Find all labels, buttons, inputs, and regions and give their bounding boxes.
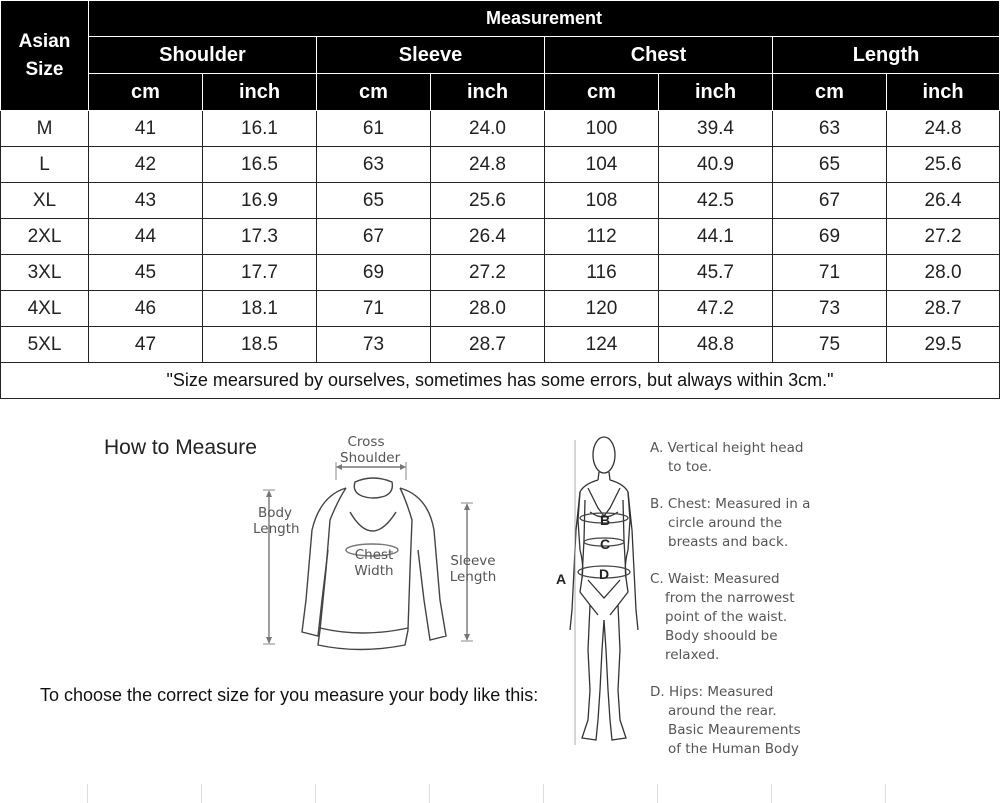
value-cell: 27.2 — [431, 255, 545, 291]
value-cell: 108 — [545, 183, 659, 219]
value-cell: 112 — [545, 219, 659, 255]
cross-shoulder-label: Cross Shoulder — [340, 434, 401, 466]
letter-a: A — [556, 571, 567, 587]
size-cell: 3XL — [1, 255, 89, 291]
table-row — [1, 327, 1000, 363]
body-length-label: Body Length — [253, 505, 300, 537]
description-d: D. Hips: Measured around the rear. Basic Meaurements of the Human Body — [650, 684, 801, 757]
value-cell: 16.1 — [203, 111, 317, 147]
size-chart-table — [0, 0, 1000, 399]
chest-width-label: Chest Width — [354, 547, 394, 579]
value-cell: 63 — [317, 147, 431, 183]
value-cell: 27.2 — [887, 219, 1000, 255]
size-cell: L — [1, 147, 89, 183]
length-header: Length — [773, 37, 1000, 74]
value-cell: 67 — [317, 219, 431, 255]
description-a: A. Vertical height head to toe. — [650, 440, 804, 475]
value-cell: 47 — [89, 327, 203, 363]
value-cell: 29.5 — [887, 327, 1000, 363]
unit-header: inch — [659, 74, 773, 111]
value-cell: 48.8 — [659, 327, 773, 363]
unit-header: cm — [89, 74, 203, 111]
value-cell: 25.6 — [887, 147, 1000, 183]
value-cell: 104 — [545, 147, 659, 183]
value-cell: 28.7 — [431, 327, 545, 363]
value-cell: 65 — [773, 147, 887, 183]
value-cell: 17.7 — [203, 255, 317, 291]
value-cell: 42 — [89, 147, 203, 183]
value-cell: 18.1 — [203, 291, 317, 327]
size-cell: M — [1, 111, 89, 147]
value-cell: 28.7 — [887, 291, 1000, 327]
value-cell: 28.0 — [431, 291, 545, 327]
value-cell: 120 — [545, 291, 659, 327]
instruction-text: To choose the correct size for you measure your body like this: — [40, 685, 539, 705]
value-cell: 73 — [773, 291, 887, 327]
value-cell: 41 — [89, 111, 203, 147]
sleeve-length-label: Sleeve Length — [449, 553, 497, 585]
table-row — [1, 111, 1000, 147]
value-cell: 39.4 — [659, 111, 773, 147]
measure-guide — [0, 400, 1000, 803]
unit-header: cm — [317, 74, 431, 111]
human-figure-illustration — [570, 437, 638, 745]
value-cell: 71 — [317, 291, 431, 327]
description-c: C. Waist: Measured from the narrowest point of the waist. Body shoould be relaxed. — [650, 571, 795, 663]
value-cell: 47.2 — [659, 291, 773, 327]
measure-illustrations — [0, 400, 1000, 803]
value-cell: 18.5 — [203, 327, 317, 363]
unit-header: cm — [773, 74, 887, 111]
shoulder-header: Shoulder — [89, 37, 317, 74]
table-row — [1, 183, 1000, 219]
value-cell: 43 — [89, 183, 203, 219]
letter-d: D — [599, 566, 610, 582]
value-cell: 100 — [545, 111, 659, 147]
value-cell: 26.4 — [431, 219, 545, 255]
unit-header: inch — [203, 74, 317, 111]
value-cell: 44 — [89, 219, 203, 255]
value-cell: 16.5 — [203, 147, 317, 183]
value-cell: 16.9 — [203, 183, 317, 219]
sleeve-header: Sleeve — [317, 37, 545, 74]
value-cell: 71 — [773, 255, 887, 291]
value-cell: 116 — [545, 255, 659, 291]
size-cell: 5XL — [1, 327, 89, 363]
value-cell: 73 — [317, 327, 431, 363]
value-cell: 46 — [89, 291, 203, 327]
chest-header: Chest — [545, 37, 773, 74]
table-row — [1, 291, 1000, 327]
value-cell: 45.7 — [659, 255, 773, 291]
value-cell: 24.8 — [431, 147, 545, 183]
how-to-measure-title: How to Measure — [104, 436, 257, 459]
value-cell: 26.4 — [887, 183, 1000, 219]
value-cell: 61 — [317, 111, 431, 147]
table-row — [1, 147, 1000, 183]
value-cell: 63 — [773, 111, 887, 147]
value-cell: 67 — [773, 183, 887, 219]
size-cell: 2XL — [1, 219, 89, 255]
value-cell: 24.8 — [887, 111, 1000, 147]
value-cell: 45 — [89, 255, 203, 291]
value-cell: 28.0 — [887, 255, 1000, 291]
unit-header: cm — [545, 74, 659, 111]
bottom-separators — [0, 784, 1000, 803]
value-cell: 65 — [317, 183, 431, 219]
value-cell: 42.5 — [659, 183, 773, 219]
value-cell: 40.9 — [659, 147, 773, 183]
value-cell: 25.6 — [431, 183, 545, 219]
letter-c: C — [600, 536, 611, 552]
asian-size-header: Asian Size — [1, 1, 89, 111]
measurement-note: "Size mearsured by ourselves, sometimes has some errors, but always within 3cm." — [1, 363, 1000, 399]
value-cell: 124 — [545, 327, 659, 363]
table-row — [1, 219, 1000, 255]
unit-header: inch — [431, 74, 545, 111]
value-cell: 69 — [317, 255, 431, 291]
value-cell: 44.1 — [659, 219, 773, 255]
letter-b: B — [600, 512, 611, 528]
value-cell: 69 — [773, 219, 887, 255]
value-cell: 17.3 — [203, 219, 317, 255]
measurement-header: Measurement — [89, 1, 1000, 37]
description-b: B. Chest: Measured in a circle around the breasts and back. — [650, 496, 811, 550]
table-row — [1, 255, 1000, 291]
unit-header: inch — [887, 74, 1000, 111]
size-cell: XL — [1, 183, 89, 219]
size-cell: 4XL — [1, 291, 89, 327]
value-cell: 24.0 — [431, 111, 545, 147]
value-cell: 75 — [773, 327, 887, 363]
